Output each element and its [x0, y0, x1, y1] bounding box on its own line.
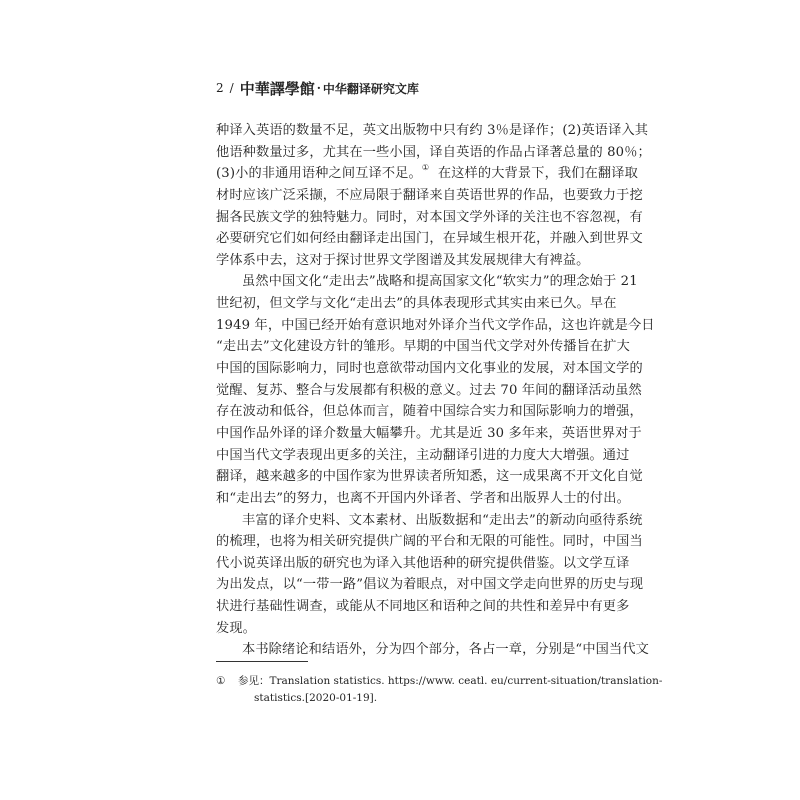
footnote-line	[216, 673, 663, 690]
text-line: 代小说英译出版的研究也为译入其他语种的研究提供借鉴。以文学互译	[216, 555, 630, 571]
header-dot: ·	[316, 81, 321, 95]
text-line: 学体系中去，这对于探讨世界文学图谱及其发展规律大有裨益。	[216, 252, 590, 268]
publisher-logo-text: 中華譯學館	[239, 79, 315, 98]
text-line: 觉醒、复苏、整合与发展都有积极的意义。过去 70 年间的翻译活动虽然	[216, 382, 642, 398]
footnote-text: 参见：Translation statistics. https://www. ceatl. eu/current-situation/translation-	[238, 675, 663, 687]
text-line: 材时应该广泛采撷，不应局限于翻译来自英语世界的作品，也要致力于挖	[216, 187, 643, 203]
body-text	[216, 120, 655, 661]
text-line-part: (3)小的非通用语种之间互译不足。	[216, 166, 422, 182]
footnote-reference[interactable]: ①	[421, 163, 430, 173]
text-line: 中国作品外译的译介数量大幅攀升。尤其是近 30 多年来，英语世界对于	[216, 425, 642, 441]
series-name: 中华翻译研究文库	[322, 81, 419, 96]
text-line: 存在波动和低谷，但总体而言，随着中国综合实力和国际影响力的增强，	[216, 404, 643, 420]
header-separator: /	[229, 81, 234, 95]
page-number: 2	[216, 81, 224, 95]
text-line: “走出去”文化建设方针的雏形。早期的中国当代文学对外传播旨在扩大	[216, 339, 630, 355]
text-line: 世纪初，但文学与文化“走出去”的具体表现形式其实由来已久。早在	[216, 296, 617, 312]
text-line: 翻译，越来越多的中国作家为世界读者所知悉，这一成果离不开文化自觉	[216, 469, 643, 485]
text-line: 为出发点，以“一带一路”倡议为着眼点，对中国文学走向世界的历史与现	[216, 577, 644, 593]
footnote	[216, 673, 663, 707]
paragraph-first-line: 本书除绪论和结语外，分为四个部分，各占一章，分别是“中国当代文	[242, 642, 650, 658]
footnote-line	[216, 690, 588, 707]
running-head	[216, 78, 419, 98]
text-line-part: 在这样的大背景下，我们在翻译取	[429, 166, 638, 182]
text-line: 掘各民族文学的独特魅力。同时，对本国文学外译的关注也不容忽视，有	[216, 209, 643, 225]
paragraph-first-line: 丰富的译介史料、文本素材、出版数据和“走出去”的新动向亟待系统	[242, 512, 643, 528]
text-line: 1949 年，中国已经开始有意识地对外译介当代文学作品，这也许就是今日	[216, 317, 655, 333]
footnote-text: statistics.[2020-01-19].	[254, 692, 378, 704]
text-line: 状进行基础性调查，或能从不同地区和语种之间的共性和差异中有更多	[216, 599, 630, 615]
text-line: 中国当代文学表现出更多的关注，主动翻译引进的力度大大增强。通过	[216, 447, 630, 463]
text-line: 和“走出去”的努力，也离不开国内外译者、学者和出版界人士的付出。	[216, 490, 630, 506]
text-line: 种译入英语的数量不足，英文出版物中只有约 3％是译作；(2)英语译入其	[216, 123, 649, 138]
text-line: 中国的国际影响力，同时也意欲带动国内文化事业的发展，对本国文学的	[216, 361, 643, 377]
text-line: 发现。	[216, 620, 257, 636]
footnote-marker: ①	[216, 675, 226, 687]
footnote-rule	[216, 661, 308, 662]
text-line: 必要研究它们如何经由翻译走出国门，在异域生根开花，并融入到世界文	[216, 231, 643, 247]
text-line: 他语种数量过多，尤其在一些小国，译自英语的作品占译著总量的 80％；	[216, 144, 651, 160]
paragraph-first-line: 虽然中国文化“走出去”战略和提高国家文化“软实力”的理念始于 21	[242, 274, 638, 290]
text-line: 的梳理，也将为相关研究提供广阔的平台和无限的可能性。同时，中国当	[216, 534, 643, 550]
text-line-with-footnote-ref	[216, 163, 638, 185]
